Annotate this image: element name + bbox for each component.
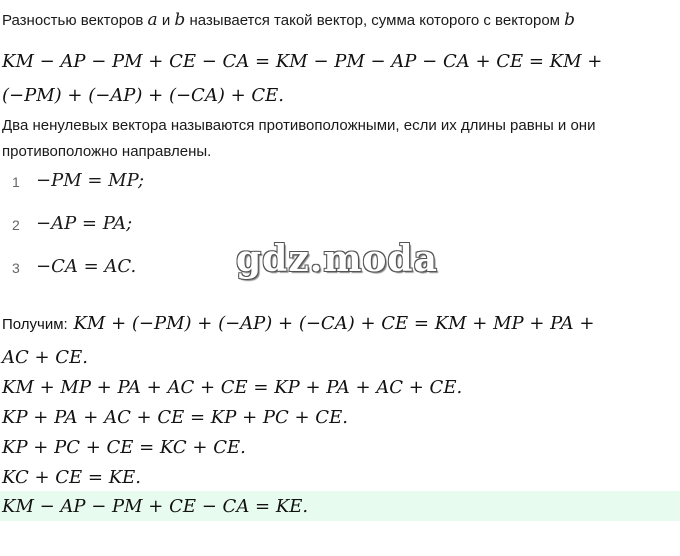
vector-b: b (174, 10, 186, 30)
result-expression: KM + (−PM) + (−AP) + (−CA) + CE = KM + MP + PA + (73, 313, 595, 334)
step-line: KM + MP + PA + AC + CE = KP + PA + AC + CE. (2, 377, 463, 398)
result-line-1 (2, 312, 594, 337)
opposite-definition-line-1: Два ненулевых вектора называются противоположными, если их длины равны и они (2, 117, 596, 134)
result-label: Получим: (2, 316, 68, 333)
list-item-expression: −AP = PA; (36, 213, 133, 234)
opposite-definition-line-2: противоположно направлены. (2, 143, 212, 160)
equation-line-2: (−PM) + (−AP) + (−CA) + CE. (2, 85, 285, 106)
step-line: KC + CE = KE. (2, 467, 142, 488)
definition-line (2, 10, 575, 31)
definition-text-before: Разностью векторов (2, 12, 148, 29)
list-item-number: 3 (12, 260, 20, 276)
list-item-expression: −PM = MP; (36, 170, 145, 191)
watermark: gdz.moda (236, 238, 438, 280)
list-item-number: 1 (12, 174, 20, 190)
final-answer: KM − AP − PM + CE − CA = KE. (2, 496, 309, 517)
definition-and: и (157, 12, 175, 29)
definition-text-after: называется такой вектор, сумма которого с вектором (185, 12, 565, 29)
equation-line-1: KM − AP − PM + CE − CA = KM − PM − AP − CA + CE = KM + (2, 51, 603, 72)
vector-b-second: b (564, 10, 576, 30)
step-line: KP + PA + AC + CE = KP + PC + CE. (2, 407, 348, 428)
list-item-expression: −CA = AC. (36, 256, 137, 277)
result-line-2: AC + CE. (2, 347, 88, 368)
vector-a: a (147, 10, 158, 30)
step-line: KP + PC + CE = KC + CE. (2, 437, 246, 458)
list-item-number: 2 (12, 217, 20, 233)
